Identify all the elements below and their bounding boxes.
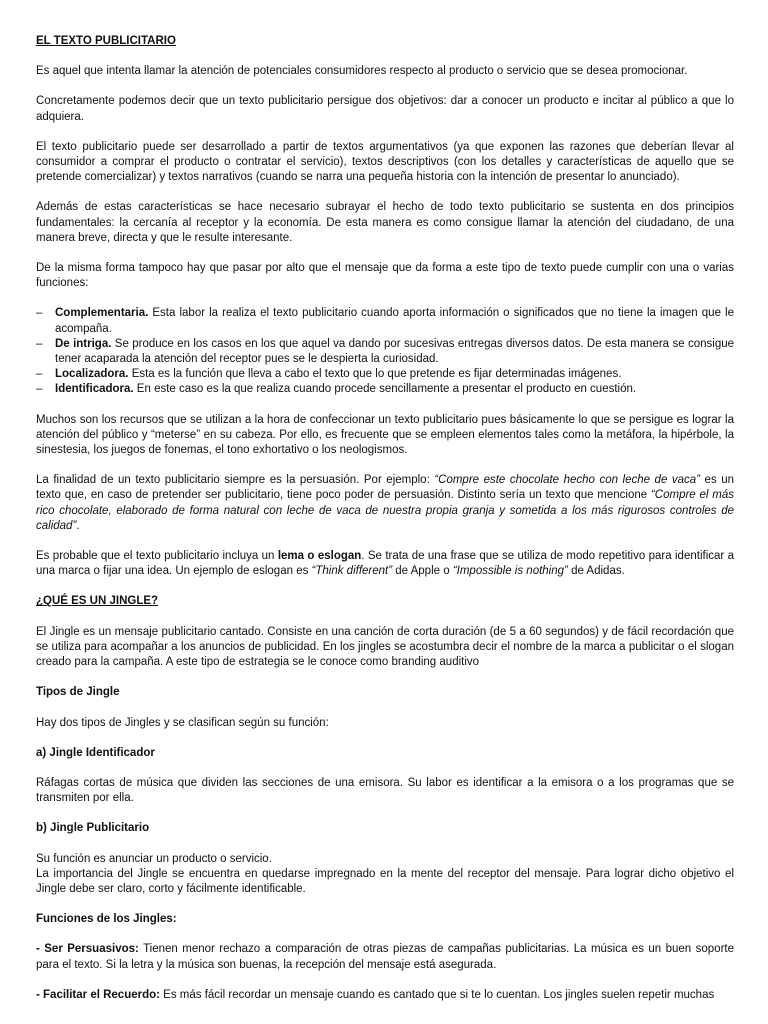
- document-title: EL TEXTO PUBLICITARIO: [36, 35, 176, 47]
- paragraph-objectives: Concretamente podemos decir que un texto publicitario persigue dos objetivos: dar a conocer un producto e incitar al público a que lo adquiera.: [36, 95, 734, 123]
- paragraph-persuasion: La finalidad de un texto publicitario siempre es la persuasión. Por ejemplo: “Compre este chocolate hecho con leche de vaca” es un texto que, en caso de pretender ser publicitario, tiene poco poder de persuasión. Distinto sería un texto que mencione “Compre el más rico chocolate, elaborado de forma natural con leche de vaca de nuestra propia granja y sometida a los más rigurosos controles de calidad”.: [36, 474, 735, 532]
- section-heading-jingle: ¿QUÉ ES UN JINGLE?: [36, 595, 159, 608]
- paragraph-definition: Es aquel que intenta llamar la atención de potenciales consumidores respecto al producto o servicio que se desea promocionar.: [36, 65, 688, 78]
- paragraph-text-types: El texto publicitario puede ser desarrollado a partir de textos argumentativos (ya que exponen las razones que deberían llevar al consumidor a comprar el producto o contratar el servicio), textos descriptivos (con los detalles y características de aquello que se pretende comercializar) y textos narrativos (cuando se narra una pequeña historia con la intención de presentar lo anunciado).: [36, 140, 734, 184]
- list-item: – Identificadora. En este caso es la que realiza cuando procede sencillamente a presentar el producto en cuestión.: [36, 382, 734, 397]
- paragraph-jingle-identifier: Ráfagas cortas de música que dividen las secciones de una emisora. Su labor es identificar a la emisora o a los programas que se transmiten por ella.: [36, 776, 734, 805]
- list-item: – De intriga. Se produce en los casos en los que aquel va dando por sucesivas entregas diversos datos. De esta manera se consigue tener acaparada la atención del receptor pues se le despierta la curiosidad.: [36, 337, 734, 367]
- heading-jingle-functions: Funciones de los Jingles:: [36, 913, 177, 926]
- paragraph-function-memory: - Facilitar el Recuerdo: Es más fácil recordar un mensaje cuando es cantado que si te lo cuentan. Los jingles suelen repetir muchas: [36, 988, 715, 1001]
- paragraph-jingle-advertising-2: La importancia del Jingle se encuentra en quedarse impregnado en la mente del receptor del mensaje. Para lograr dicho objetivo el Jingle debe ser claro, corto y fácilmente identificable.: [36, 867, 734, 895]
- paragraph-functions-intro: De la misma forma tampoco hay que pasar por alto que el mensaje que da forma a este tipo de texto puede cumplir con una o varias funciones:: [36, 262, 734, 290]
- paragraph-jingle-advertising-1: Su función es anunciar un producto o servicio.: [36, 852, 272, 865]
- heading-jingle-advertising: b) Jingle Publicitario: [36, 822, 150, 835]
- paragraph-jingle-types: Hay dos tipos de Jingles y se clasifican según su función:: [36, 716, 329, 729]
- paragraph-slogan: Es probable que el texto publicitario incluya un lema o eslogan. Se trata de una frase que se utiliza de modo repetitivo para identificar a una marca o fijar una idea. Un ejemplo de eslogan es “Think different” de Apple o “Impossible is nothing” de Adidas.: [36, 550, 734, 578]
- paragraph-jingle-definition: El Jingle es un mensaje publicitario cantado. Consiste en una canción de corta duración (de 5 a 60 segundos) y de fácil recordación que se utiliza para acompañar a los anuncios de publicidad. En los jingles se acostumbra decir el nombre de la marca a publicitar o el slogan creado para la campaña. A este tipo de estrategia se le conoce como branding auditivo: [36, 625, 734, 669]
- paragraph-resources: Muchos son los recursos que se utilizan a la hora de confeccionar un texto publicitario pues básicamente lo que se persigue es lograr la atención del público y “meterse” en su cabeza. Por ello, es frecuente que se empleen elementos tales como la metáfora, la hipérbole, la sinestesia, los juegos de fonemas, el tono exhortativo o los neologismos.: [36, 413, 734, 457]
- list-item: – Localizadora. Esta es la función que lleva a cabo el texto que lo que pretende es fijar determinadas imágenes.: [36, 367, 734, 382]
- paragraph-principles: Además de estas características se hace necesario subrayar el hecho de todo texto publicitario se sustenta en dos principios fundamentales: la cercanía al receptor y la economía. De esta manera es como consigue llamar la atención del ciudadano, de una manera breve, directa y que le resulte interesante.: [36, 201, 734, 244]
- functions-list: [36, 306, 734, 397]
- paragraph-function-persuasive: - Ser Persuasivos: Tienen menor rechazo a comparación de otras piezas de campañas publicitarias. La música es un buen soporte para el texto. Si la letra y la música son buenas, la recepción del mensaje está asegurada.: [36, 943, 734, 971]
- heading-jingle-types: Tipos de Jingle: [36, 686, 120, 699]
- list-item: – Complementaria. Esta labor la realiza el texto publicitario cuando aporta información o significados que no tiene la imagen que le acompaña.: [36, 306, 734, 336]
- heading-jingle-identifier: a) Jingle Identificador: [36, 746, 155, 759]
